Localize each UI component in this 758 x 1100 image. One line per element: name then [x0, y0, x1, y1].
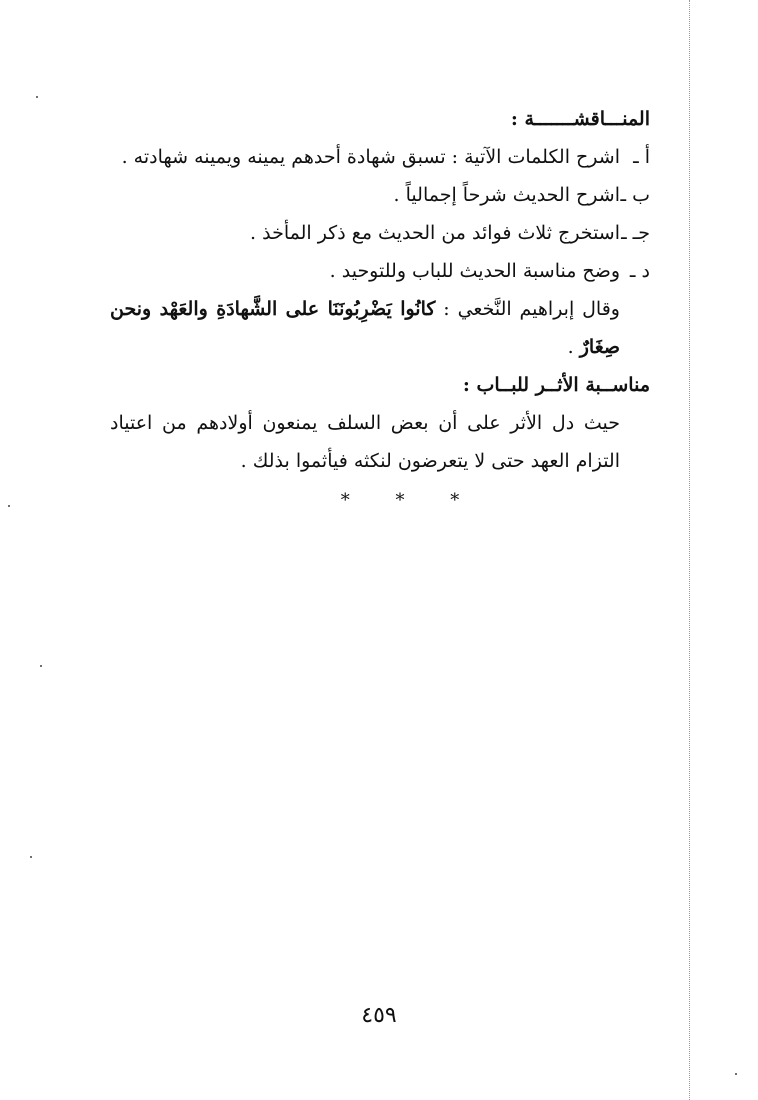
- discussion-item-d: [110, 252, 650, 290]
- item-text: استخرج ثلاث فوائد من الحديث مع ذكر المأخذ .: [250, 222, 620, 244]
- scan-speck: [30, 856, 32, 858]
- item-marker: جـ ـ: [621, 222, 650, 244]
- item-marker: د ـ: [629, 260, 650, 282]
- section-separator: * * *: [340, 490, 480, 511]
- quote-text: كانُوا يَضْرِبُونَنَا على الشَّهادَةِ والعَهْد ونحن صِغَارٌ: [110, 298, 620, 358]
- item-marker: ب ـ: [620, 184, 650, 206]
- scan-speck: [36, 96, 38, 98]
- item-text: اشرح الكلمات الآتية : تسبق شهادة أحدهم يمينه ويمينه شهادته .: [121, 146, 620, 168]
- relevance-text: حيث دل الأثر على أن بعض السلف يمنعون أولادهم من اعتياد التزام العهد حتى لا يتعرضون لنكثه فيأثموا بذلك .: [110, 412, 620, 472]
- discussion-item-b: [110, 176, 650, 214]
- discussion-item-a: [110, 138, 650, 176]
- quote-end: .: [567, 336, 580, 358]
- discussion-item-c: [110, 214, 650, 252]
- page-number: ٤٥٩: [361, 1003, 397, 1028]
- scan-speck: [735, 1073, 737, 1075]
- item-text: اشرح الحديث شرحاً إجمالياً .: [393, 184, 620, 206]
- scan-speck: [40, 665, 42, 667]
- item-marker: أ ـ: [633, 146, 650, 168]
- page-edge-dotted-line: [689, 0, 690, 1100]
- scan-speck: [8, 505, 10, 507]
- page-content: [110, 100, 650, 520]
- discussion-heading: المنـــاقشـــــــة :: [510, 108, 650, 130]
- nakhai-quote: [110, 290, 650, 366]
- item-text: وضح مناسبة الحديث للباب وللتوحيد .: [329, 260, 620, 282]
- quote-intro: وقال إبراهيم النَّخعي :: [435, 298, 620, 320]
- relevance-heading: مناســبة الأثــر للبــاب :: [462, 374, 650, 396]
